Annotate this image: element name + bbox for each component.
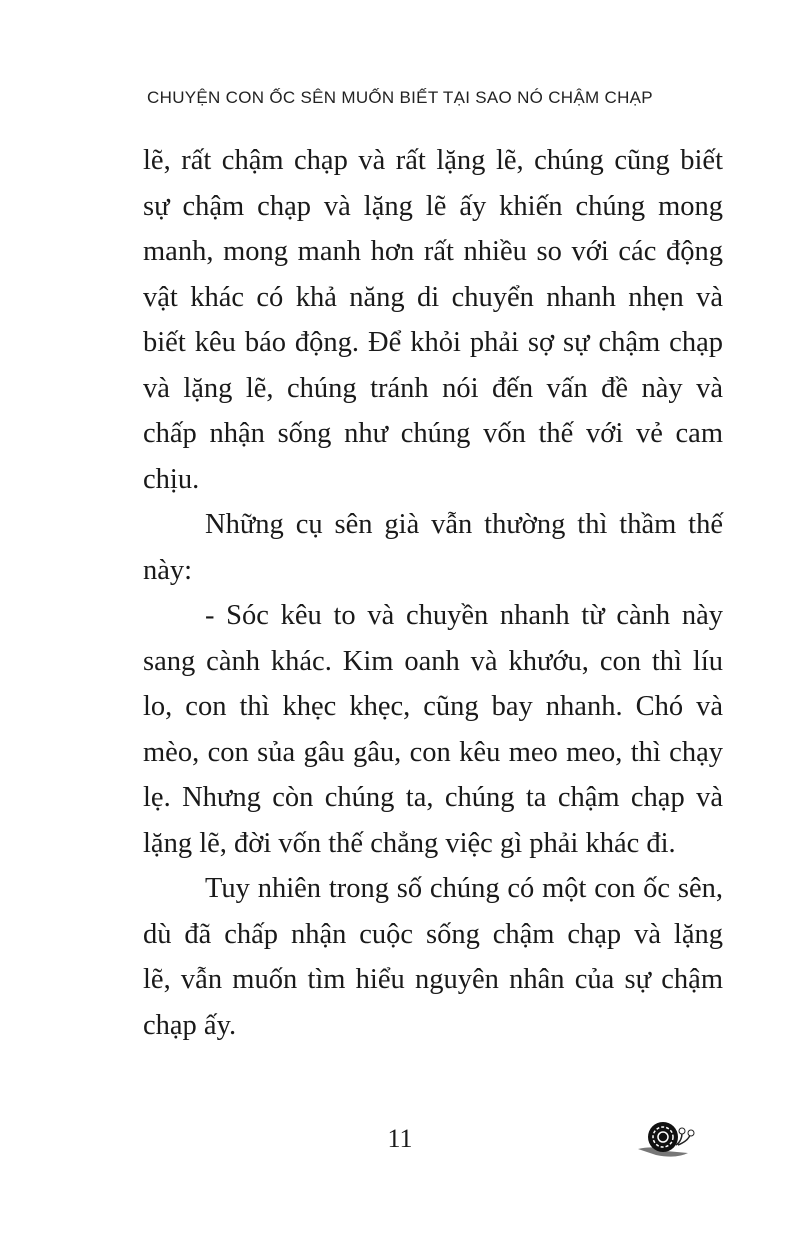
running-header: CHUYỆN CON ỐC SÊN MUỐN BIẾT TẠI SAO NÓ CHẬM CHẠP	[147, 88, 653, 107]
text-line: chạp ấy.	[143, 1009, 237, 1041]
text-line: lẽ, vẫn muốn tìm hiểu nguyên nhân của sự chậm	[143, 964, 723, 995]
text-line: vật khác có khả năng di chuyển nhanh nhẹn và	[143, 281, 723, 313]
text-line: chấp nhận sống như chúng vốn thế với vẻ cam	[143, 418, 723, 449]
text-line: - Sóc kêu to và chuyền nhanh từ cành này	[205, 600, 723, 631]
text-line: manh, mong manh hơn rất nhiều so với các động	[143, 236, 723, 267]
text-line: Tuy nhiên trong số chúng có một con ốc sên,	[205, 873, 723, 904]
text-line: và lặng lẽ, chúng tránh nói đến vấn đề này và	[143, 372, 723, 404]
text-line: dù đã chấp nhận cuộc sống chậm chạp và lặng	[143, 918, 723, 950]
text-line: lặng lẽ, đời vốn thế chẳng việc gì phải khác đi.	[143, 827, 676, 859]
text-line: Những cụ sên già vẫn thường thì thầm thế	[205, 509, 723, 540]
body-text	[143, 138, 723, 1048]
text-line: này:	[143, 554, 193, 586]
text-line: lo, con thì khẹc khẹc, cũng bay nhanh. Chó và	[143, 691, 723, 722]
text-line: mèo, con sủa gâu gâu, con kêu meo meo, thì chạy	[143, 736, 723, 768]
text-line: sự chậm chạp và lặng lẽ ấy khiến chúng mong	[143, 190, 723, 222]
snail-icon	[636, 1115, 698, 1159]
text-line: lẹ. Nhưng còn chúng ta, chúng ta chậm chạp và	[143, 782, 723, 813]
text-line: sang cành khác. Kim oanh và khướu, con thì líu	[143, 645, 723, 677]
text-line: lẽ, rất chậm chạp và rất lặng lẽ, chúng cũng biết	[143, 145, 723, 176]
text-line: chịu.	[143, 463, 200, 495]
page-number: 11	[387, 1124, 413, 1153]
text-line: biết kêu báo động. Để khỏi phải sợ sự chậm chạp	[143, 327, 723, 358]
